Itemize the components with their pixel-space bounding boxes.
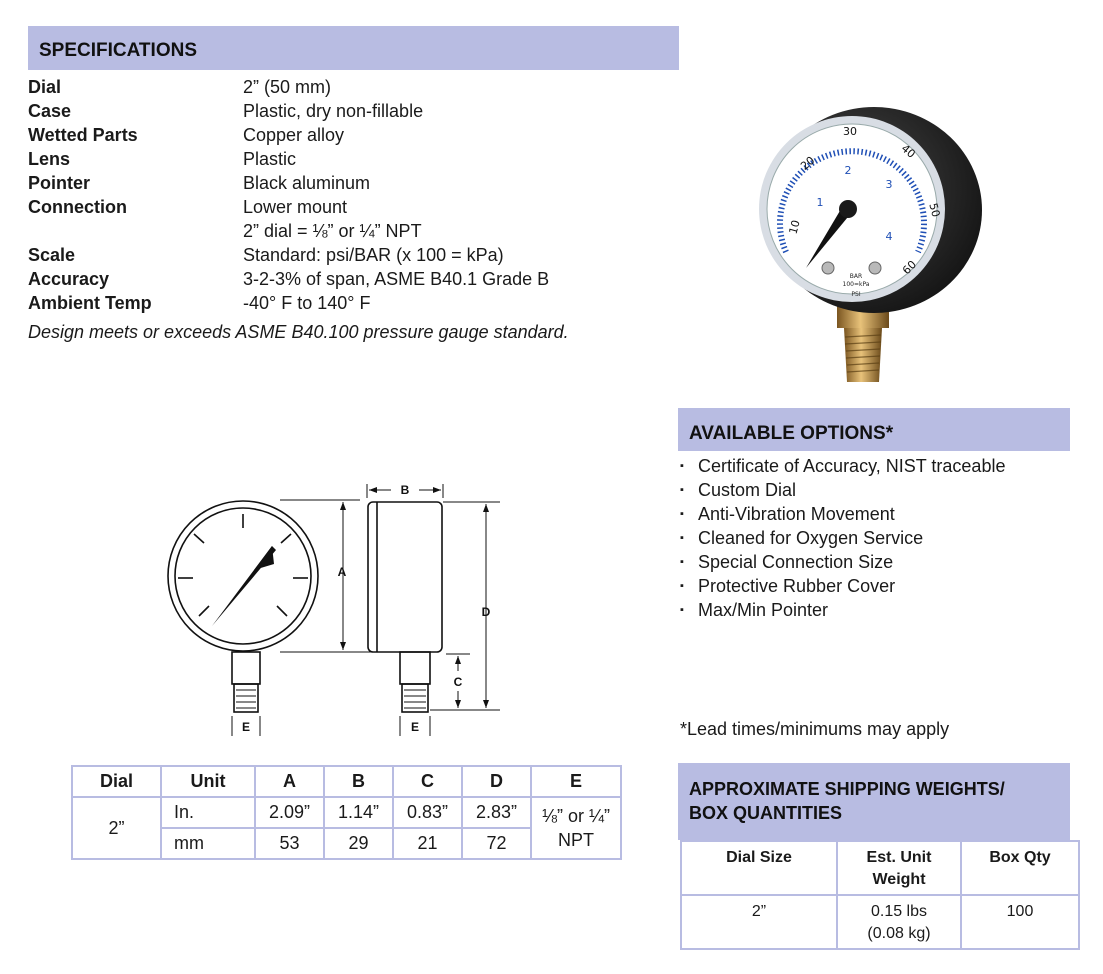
dial-size-cell: 2” bbox=[681, 895, 837, 949]
column-header: Dial Size bbox=[681, 841, 837, 895]
option-label: Custom Dial bbox=[698, 480, 797, 500]
spec-row bbox=[28, 219, 549, 243]
spec-label bbox=[28, 219, 243, 243]
drawing-socket-front bbox=[232, 652, 260, 684]
spec-value: 3-2-3% of span, ASME B40.1 Grade B bbox=[243, 269, 550, 289]
scale-label: 1 bbox=[816, 196, 824, 209]
table-row bbox=[72, 797, 621, 828]
spec-row bbox=[28, 123, 549, 147]
pointer-hub bbox=[839, 200, 857, 218]
unit-cell: In. bbox=[161, 797, 255, 828]
spec-value: Plastic, dry non-fillable bbox=[243, 101, 424, 121]
option-label: Cleaned for Oxygen Service bbox=[698, 528, 924, 548]
table-row bbox=[681, 895, 1079, 949]
available-options-heading: AVAILABLE OPTIONS* bbox=[678, 408, 1070, 451]
spec-row bbox=[28, 267, 549, 291]
dimension-label-e: E bbox=[410, 720, 420, 734]
spec-row bbox=[28, 195, 549, 219]
table-cell: 1.14” bbox=[324, 797, 393, 828]
list-item bbox=[678, 574, 1005, 598]
options-list bbox=[678, 454, 1005, 622]
spec-label: Accuracy bbox=[28, 269, 110, 289]
spec-label: Pointer bbox=[28, 173, 91, 193]
table-cell: 2.83” bbox=[462, 797, 531, 828]
scale-label: 4 bbox=[885, 230, 893, 243]
bullet-icon: ▪ bbox=[680, 460, 684, 472]
column-header: Est. Unit Weight bbox=[837, 841, 961, 895]
column-header: Unit bbox=[161, 766, 255, 797]
column-header: B bbox=[324, 766, 393, 797]
dial-screw bbox=[822, 262, 834, 274]
dimension-drawing bbox=[160, 466, 520, 746]
box-qty-cell: 100 bbox=[961, 895, 1079, 949]
table-cell: 72 bbox=[462, 828, 531, 859]
dimension-label-e: E bbox=[241, 720, 251, 734]
bullet-icon: ▪ bbox=[680, 604, 684, 616]
spec-value: 2” dial = ⅛” or ¼” NPT bbox=[243, 221, 422, 241]
spec-label: Dial bbox=[28, 77, 62, 97]
table-cell: 29 bbox=[324, 828, 393, 859]
spec-value: Black aluminum bbox=[243, 173, 371, 193]
scale-label: 10 bbox=[786, 218, 803, 236]
gauge-photo bbox=[752, 102, 984, 388]
spec-value: Standard: psi/BAR (x 100 = kPa) bbox=[243, 245, 504, 265]
specifications-heading: SPECIFICATIONS bbox=[28, 26, 679, 70]
spec-row bbox=[28, 243, 549, 267]
weight-cell bbox=[837, 895, 961, 949]
list-item bbox=[678, 478, 1005, 502]
drawing-gauge-side bbox=[368, 502, 442, 652]
dimensions-table bbox=[71, 765, 622, 860]
spec-row bbox=[28, 291, 549, 315]
dial-unit-text: 100=kPa bbox=[842, 281, 870, 288]
column-header: Dial bbox=[72, 766, 161, 797]
list-item bbox=[678, 454, 1005, 478]
scale-label: 30 bbox=[843, 125, 857, 138]
spec-value: 2” (50 mm) bbox=[243, 77, 332, 97]
spec-label: Case bbox=[28, 101, 72, 121]
list-item bbox=[678, 502, 1005, 526]
spec-row bbox=[28, 171, 549, 195]
bullet-icon: ▪ bbox=[680, 556, 684, 568]
lead-time-footnote: *Lead times/minimums may apply bbox=[680, 719, 950, 739]
spec-value: -40° F to 140° F bbox=[243, 293, 371, 313]
bullet-icon: ▪ bbox=[680, 484, 684, 496]
scale-label: 2 bbox=[844, 164, 852, 177]
list-item bbox=[678, 526, 1005, 550]
table-header-row bbox=[72, 766, 621, 797]
connection-size-cell: ⅛” or ¼” NPT bbox=[531, 797, 621, 859]
option-label: Special Connection Size bbox=[698, 552, 894, 572]
specifications-list bbox=[28, 75, 549, 315]
spec-label: Scale bbox=[28, 245, 76, 265]
dial-unit-text: BAR bbox=[849, 273, 863, 280]
dimension-label-b: B bbox=[400, 483, 410, 497]
spec-note: Design meets or exceeds ASME B40.100 pressure gauge standard. bbox=[28, 322, 569, 342]
spec-label: Lens bbox=[28, 149, 71, 169]
scale-label: 40 bbox=[898, 141, 918, 161]
spec-label: Ambient Temp bbox=[28, 293, 152, 313]
column-header: E bbox=[531, 766, 621, 797]
unit-cell: mm bbox=[161, 828, 255, 859]
dial-size-cell: 2” bbox=[72, 797, 161, 859]
spec-row bbox=[28, 147, 549, 171]
option-label: Anti-Vibration Movement bbox=[698, 504, 895, 524]
spec-label: Connection bbox=[28, 197, 127, 217]
table-cell: 21 bbox=[393, 828, 462, 859]
table-cell: 0.83” bbox=[393, 797, 462, 828]
scale-label: 20 bbox=[798, 153, 818, 173]
weight-value: 0.15 lbs bbox=[870, 903, 928, 920]
shipping-heading-line: BOX QUANTITIES bbox=[689, 803, 843, 823]
dimension-label-a: A bbox=[337, 565, 347, 579]
bullet-icon: ▪ bbox=[680, 532, 684, 544]
option-label: Max/Min Pointer bbox=[698, 600, 829, 620]
drawing-dial-ring bbox=[175, 508, 311, 644]
spec-value: Lower mount bbox=[243, 197, 348, 217]
list-item bbox=[678, 598, 1005, 622]
shipping-table bbox=[680, 840, 1080, 950]
dimension-label-c: C bbox=[453, 675, 463, 689]
column-header: Box Qty bbox=[961, 841, 1079, 895]
spec-row bbox=[28, 75, 549, 99]
weight-metric-value: (0.08 kg) bbox=[867, 925, 931, 942]
column-header: A bbox=[255, 766, 324, 797]
table-cell: 53 bbox=[255, 828, 324, 859]
column-header: C bbox=[393, 766, 462, 797]
scale-label: 60 bbox=[899, 257, 920, 278]
scale-label: 50 bbox=[926, 201, 943, 219]
column-header: D bbox=[462, 766, 531, 797]
spec-value: Copper alloy bbox=[243, 125, 345, 145]
table-header-row bbox=[681, 841, 1079, 895]
option-label: Protective Rubber Cover bbox=[698, 576, 896, 596]
table-cell: 2.09” bbox=[255, 797, 324, 828]
spec-value: Plastic bbox=[243, 149, 297, 169]
spec-row bbox=[28, 99, 549, 123]
dimension-label-d: D bbox=[481, 605, 491, 619]
dial-screw bbox=[869, 262, 881, 274]
shipping-heading bbox=[678, 763, 1070, 840]
bullet-icon: ▪ bbox=[680, 580, 684, 592]
drawing-socket-side bbox=[400, 652, 430, 684]
list-item bbox=[678, 550, 1005, 574]
option-label: Certificate of Accuracy, NIST traceable bbox=[698, 456, 1006, 476]
dial-unit-text: PSI bbox=[851, 291, 861, 298]
shipping-heading-line: APPROXIMATE SHIPPING WEIGHTS/ bbox=[689, 779, 1005, 799]
spec-label: Wetted Parts bbox=[28, 125, 138, 145]
scale-label: 3 bbox=[885, 178, 893, 191]
bullet-icon: ▪ bbox=[680, 508, 684, 520]
